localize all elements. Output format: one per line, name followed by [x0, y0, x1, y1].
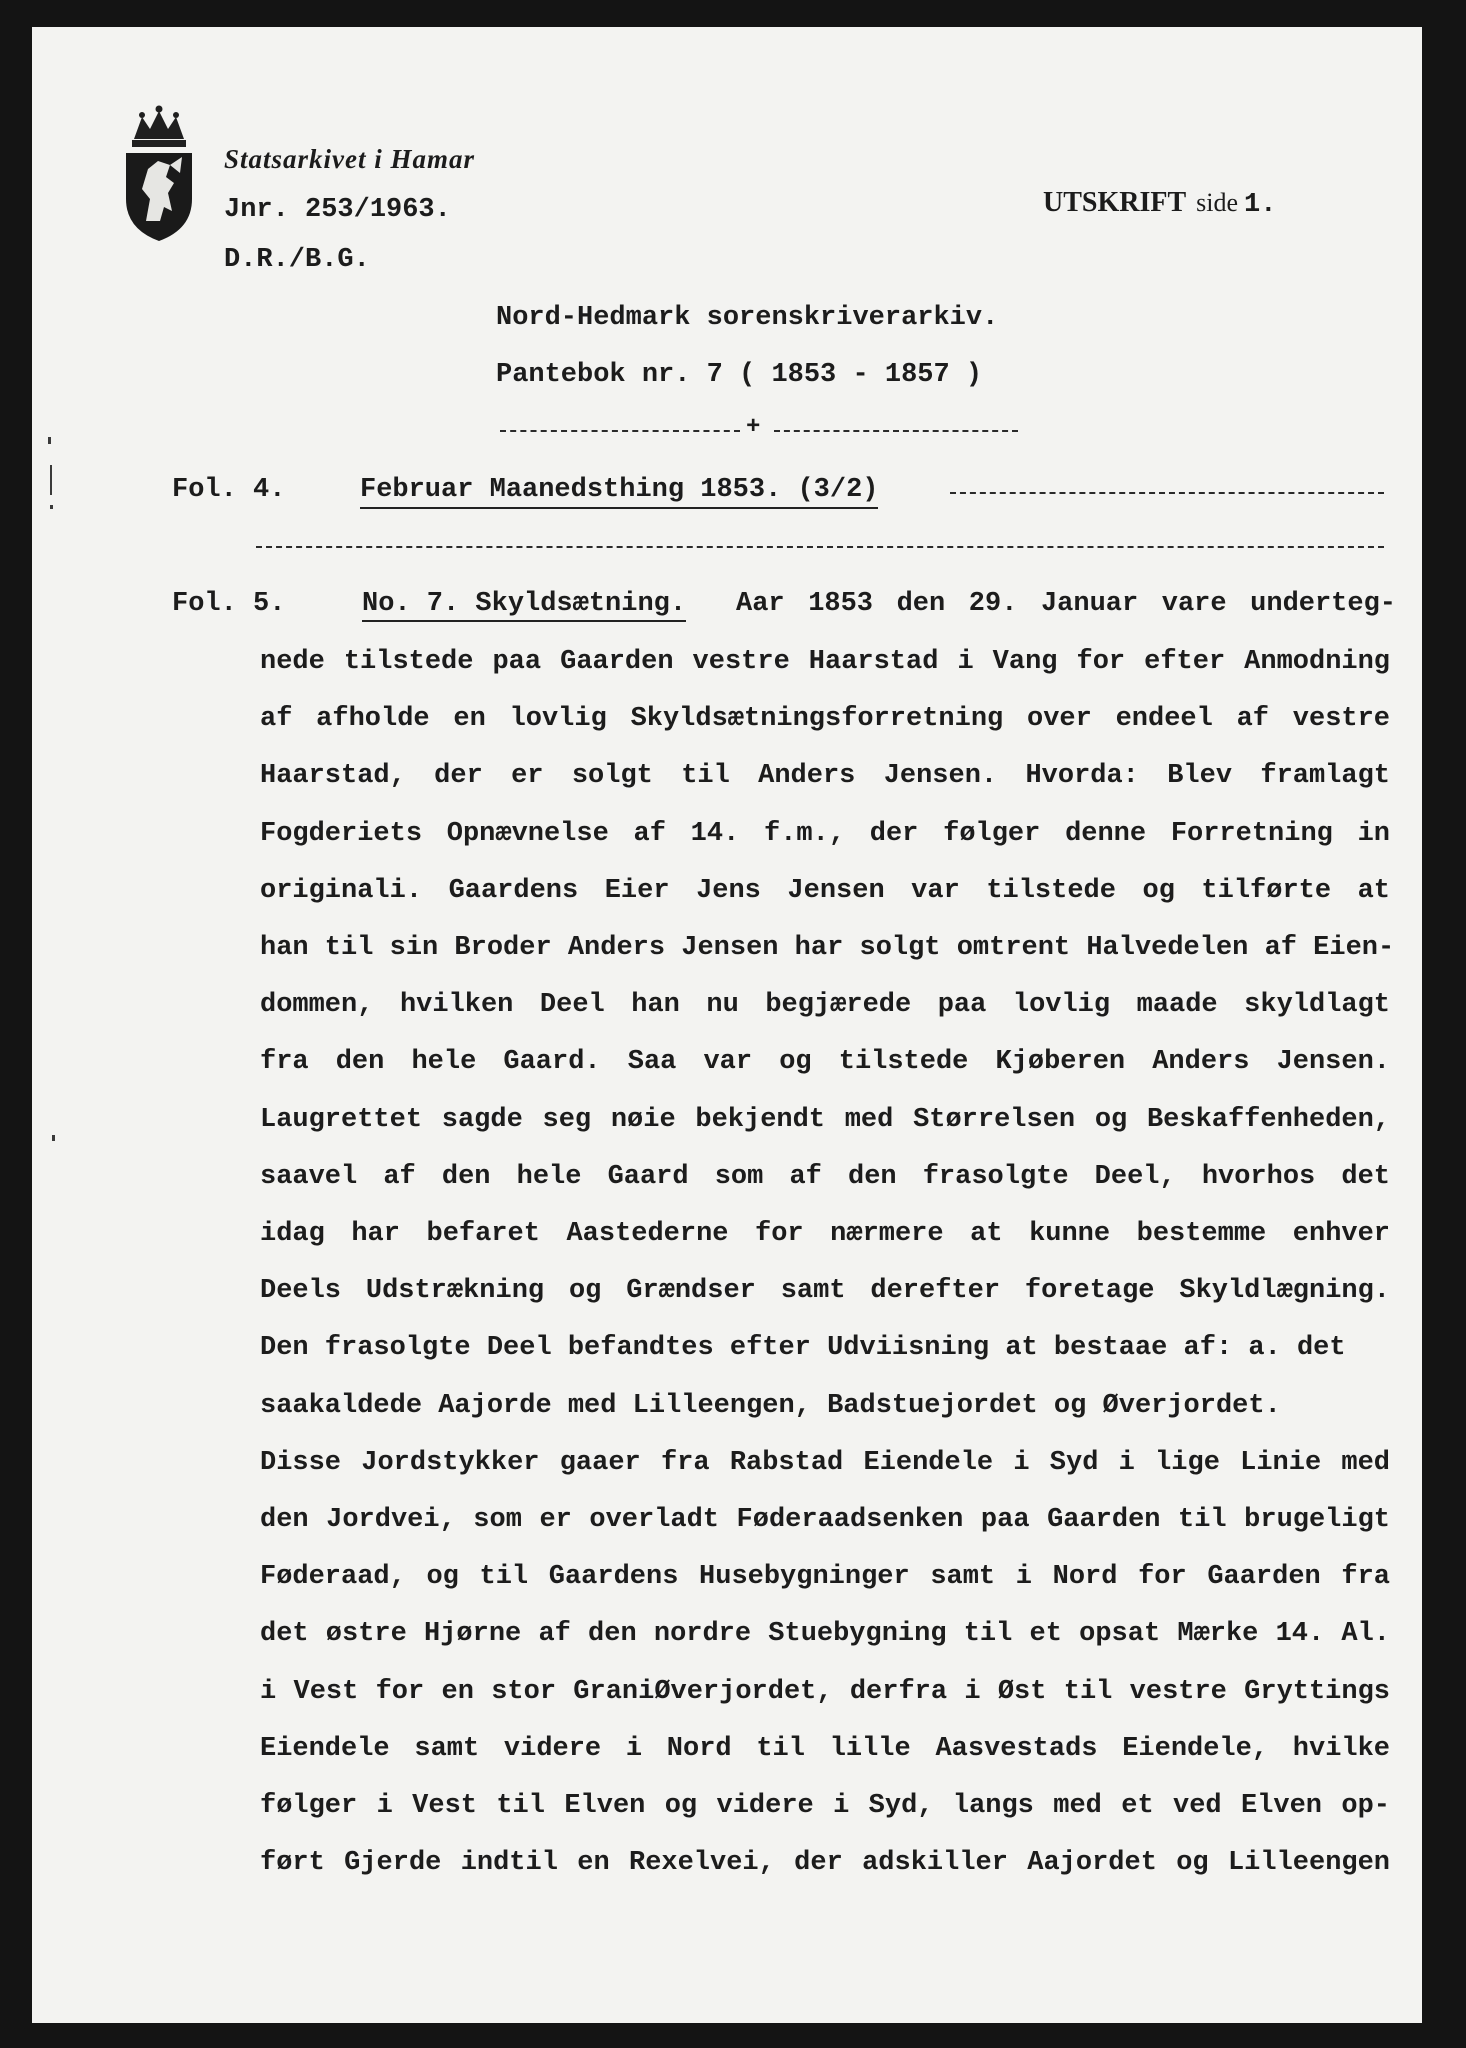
- entry-first-line: Aar 1853 den 29. Januar vare underteg-: [736, 589, 1396, 619]
- fol-4-label: Fol. 4.: [172, 475, 286, 505]
- margin-mark: [50, 465, 52, 495]
- entry-line: Laugrettet sagde seg nøie bekjendt med Størrelsen og Beskaffenheden,: [260, 1105, 1390, 1135]
- entry-line: Haarstad, der er solgt til Anders Jensen. Hvorda: Blev framlagt: [260, 761, 1390, 791]
- entry-line: det østre Hjørne af den nordre Stuebygning til et opsat Mærke 14. Al.: [260, 1619, 1390, 1649]
- initials: D.R./B.G.: [224, 245, 370, 275]
- entry-line: Eiendele samt videre i Nord til lille Aasvestads Eiendele, hvilke: [260, 1734, 1390, 1764]
- entry-line: saakaldede Aajorde med Lilleengen, Badstuejordet og Øverjordet.: [260, 1391, 1281, 1421]
- entry-line: originali. Gaardens Eier Jens Jensen var tilstede og tilførte at: [260, 876, 1390, 906]
- norwegian-coat-of-arms-icon: [120, 103, 198, 243]
- archive-title: Nord-Hedmark sorenskriverarkiv.: [496, 303, 999, 333]
- entry-line: saavel af den hele Gaard som af den frasolgte Deel, hvorhos det: [260, 1162, 1390, 1192]
- entry-line: nede tilstede paa Gaarden vestre Haarstad i Vang for efter Anmodning: [260, 647, 1390, 677]
- entry-line: den Jordvei, som er overladt Føderaadsenken paa Gaarden til brugeligt: [260, 1505, 1390, 1535]
- separator-rule-right: [774, 430, 1018, 432]
- entry-line: følger i Vest til Elven og videre i Syd, langs med et ved Elven op-: [260, 1791, 1390, 1821]
- full-width-rule: [256, 546, 1384, 548]
- document-page: [32, 27, 1422, 2023]
- session-title: Februar Maanedsthing 1853. (3/2): [360, 475, 878, 509]
- entry-line: af afholde en lovlig Skyldsætningsforretning over endeel af vestre: [260, 704, 1390, 734]
- entry-line: han til sin Broder Anders Jensen har solgt omtrent Halvedelen af Eien-: [260, 933, 1395, 963]
- entry-line: i Vest for en stor GraniØverjordet, derfra i Øst til vestre Gryttings: [260, 1677, 1390, 1707]
- journal-number: Jnr. 253/1963.: [224, 195, 451, 225]
- entry-number: No. 7. Skyldsætning.: [362, 589, 686, 622]
- margin-mark: [50, 505, 53, 509]
- entry-line: dommen, hvilken Deel han nu begjærede paa lovlig maade skyldlagt: [260, 990, 1390, 1020]
- page-number: 1.: [1244, 190, 1277, 220]
- entry-line: Disse Jordstykker gaaer fra Rabstad Eiendele i Syd i lige Linie med: [260, 1448, 1390, 1478]
- book-title: Pantebok nr. 7 ( 1853 - 1857 ): [496, 360, 983, 390]
- entry-line: Føderaad, og til Gaardens Husebygninger samt i Nord for Gaarden fra: [260, 1562, 1390, 1592]
- margin-mark: [48, 437, 51, 444]
- entry-line: Fogderiets Opnævnelse af 14. f.m., der følger denne Forretning in: [260, 819, 1390, 849]
- entry-line: Deels Udstrækning og Grændser samt derefter foretage Skyldlægning.: [260, 1276, 1390, 1306]
- margin-mark: [52, 1135, 55, 1141]
- entry-line: idag har befaret Aastederne for nærmere at kunne bestemme enhver: [260, 1219, 1390, 1249]
- entry-line: fra den hele Gaard. Saa var og tilstede Kjøberen Anders Jensen.: [260, 1047, 1390, 1077]
- session-rule: [950, 492, 1384, 494]
- side-label: side: [1196, 188, 1239, 217]
- separator-cross: +: [746, 414, 761, 441]
- separator-rule-left: [500, 430, 740, 432]
- entry-line: Den frasolgte Deel befandtes efter Udviisning at bestaae af: a. det: [260, 1333, 1346, 1363]
- utskrift-label-group: [1043, 187, 1276, 220]
- archive-name: Statsarkivet i Hamar: [224, 144, 476, 174]
- utskrift-label: UTSKRIFT: [1043, 187, 1187, 218]
- entry-line: ført Gjerde indtil en Rexelvei, der adskiller Aajordet og Lilleengen: [260, 1848, 1390, 1878]
- fol-5-label: Fol. 5.: [172, 589, 286, 619]
